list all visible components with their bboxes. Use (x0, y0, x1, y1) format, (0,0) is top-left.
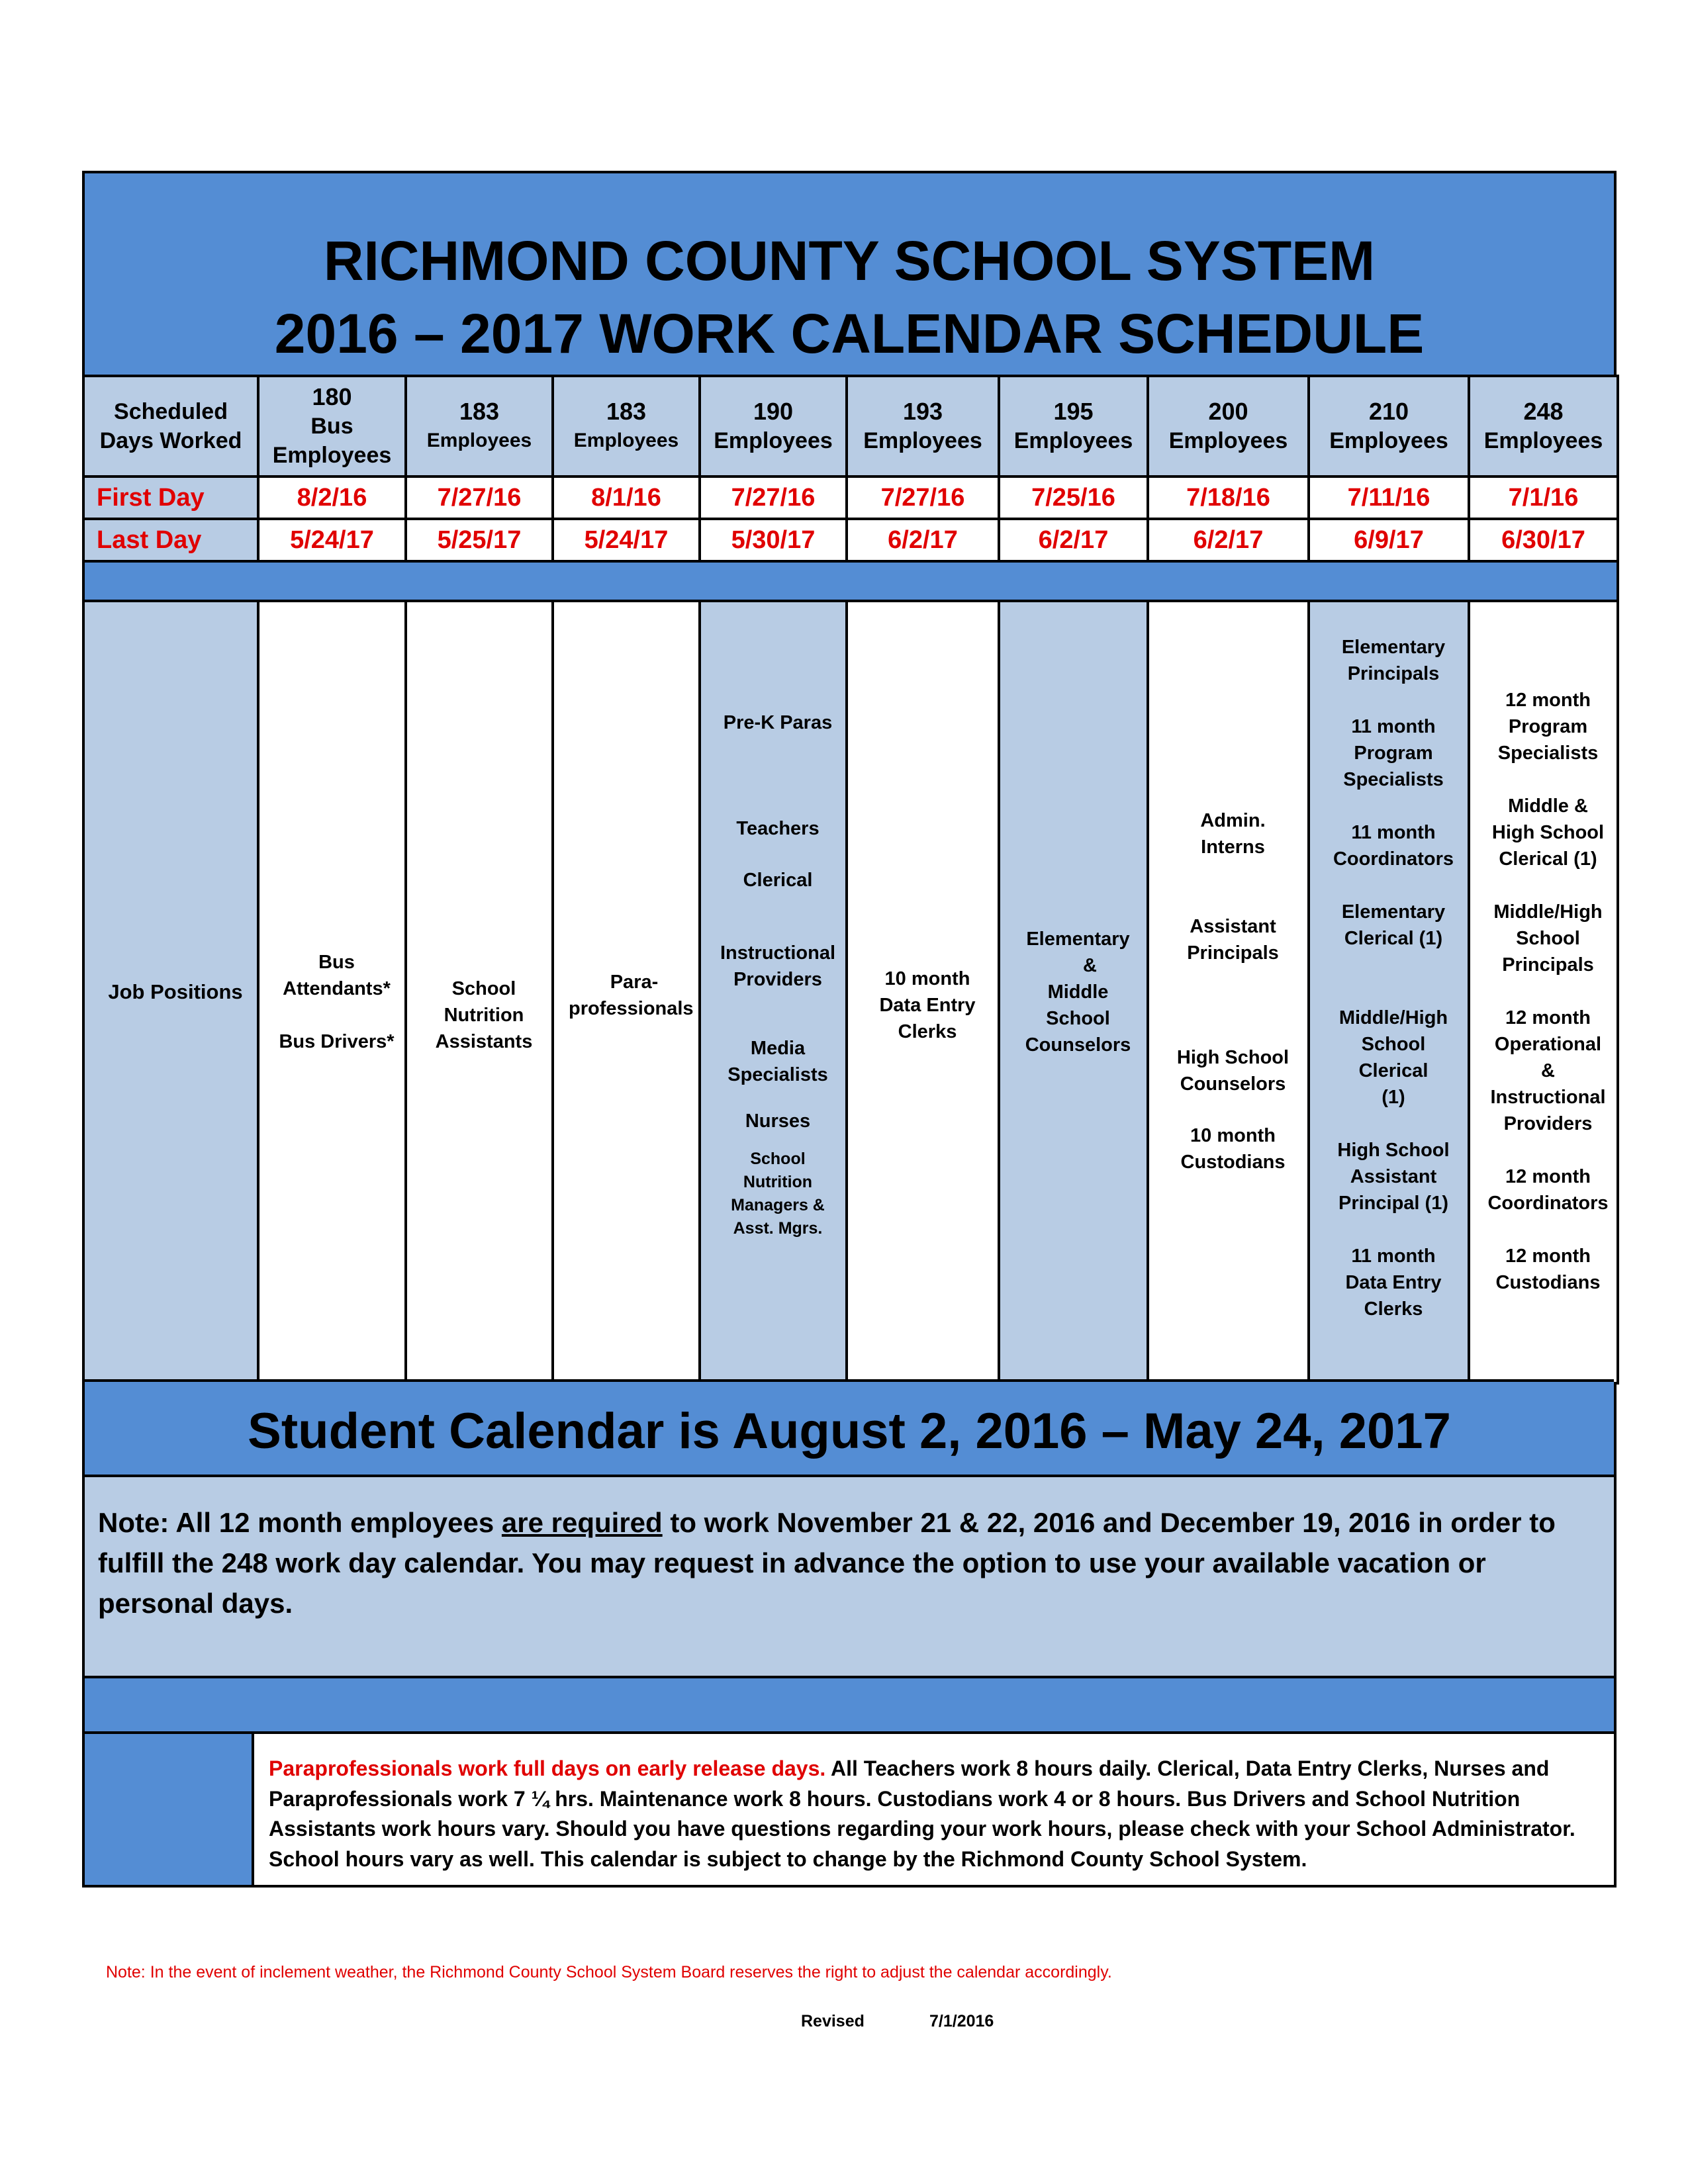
jobs-col-183b (553, 601, 700, 1383)
job-title: Specialists (727, 1064, 828, 1085)
job-title: Nutrition (743, 1173, 813, 1191)
jobs-col-180 (258, 601, 406, 1383)
note-box (85, 1477, 1614, 1678)
job-title: Instructional (1490, 1087, 1606, 1108)
last-day-cell: 6/2/17 (1148, 519, 1309, 561)
job-gap (1325, 793, 1462, 819)
job-title: & (1083, 955, 1097, 976)
last-day-cell: 5/30/17 (700, 519, 847, 561)
first-day-row (83, 477, 1618, 519)
job-title: Middle/High (1493, 901, 1603, 923)
job-title: Custodians (1180, 1152, 1286, 1173)
days-value: 190 (753, 398, 794, 425)
bus-label: Bus (310, 414, 353, 439)
schedule-table (82, 375, 1619, 1385)
first-day-cell: 7/11/16 (1309, 477, 1469, 519)
jobs-col-190 (700, 601, 847, 1383)
note-prefix: Note: All 12 month employees (98, 1507, 502, 1538)
days-worked-label (83, 376, 258, 477)
job-gap (716, 893, 840, 940)
job-title: 12 month (1505, 1166, 1591, 1187)
job-title: Clerks (898, 1021, 957, 1042)
last-day-cell: 5/24/17 (553, 519, 700, 561)
job-gap (1485, 1216, 1611, 1243)
job-title: Pre-K Paras (723, 712, 833, 733)
first-day-cell: 7/27/16 (700, 477, 847, 519)
job-title: High School (1337, 1140, 1450, 1161)
job-title: Elementary (1341, 637, 1446, 658)
job-title: High School (1176, 1047, 1289, 1068)
job-title: Elementary (1341, 901, 1446, 923)
last-day-cell: 6/2/17 (999, 519, 1148, 561)
jobs-col-183b-list (554, 962, 698, 1022)
jobs-col-193 (847, 601, 999, 1383)
last-day-cell: 5/24/17 (258, 519, 406, 561)
job-gap (1325, 952, 1462, 1005)
jobs-col-193-list (848, 939, 998, 1045)
employees-label: Employees (714, 428, 833, 453)
job-title: School (750, 1150, 806, 1168)
job-title: Para- (610, 972, 659, 993)
job-title: Clerical (1) (1499, 848, 1597, 870)
job-title: Middle/High (1338, 1007, 1448, 1028)
job-title: Clerks (1364, 1298, 1423, 1320)
days-value: 195 (1053, 398, 1094, 425)
student-calendar-banner (85, 1379, 1614, 1477)
job-gap (1325, 1111, 1462, 1137)
job-gap (716, 1134, 840, 1148)
last-day-cell: 6/30/17 (1469, 519, 1618, 561)
jobs-col-248 (1469, 601, 1618, 1383)
title-line-2: 2016 – 2017 WORK CALENDAR SCHEDULE (274, 302, 1425, 365)
note-suffix: to work November 21 & 22, 2016 and December 19, 2016 in order to fulfill the 248 work day calendar. You may request in advance the option to use your available vacation or personal days. (98, 1507, 1556, 1619)
job-title: Managers & (731, 1196, 825, 1214)
job-positions-row (83, 601, 1618, 1383)
job-gap (716, 736, 840, 815)
job-title: Nurses (745, 1111, 811, 1132)
job-title: Bus (318, 952, 355, 973)
job-gap (716, 842, 840, 867)
jobs-col-210-list (1310, 602, 1468, 1322)
days-value: 210 (1368, 398, 1409, 425)
jobs-col-200-list (1149, 602, 1307, 1175)
jobs-col-180-list (259, 929, 404, 1055)
spacer-band-2 (85, 1678, 1614, 1734)
job-title: Elementary (1026, 929, 1130, 950)
job-title: 10 month (1190, 1125, 1276, 1146)
employees-label: Employees (1483, 428, 1603, 453)
job-gap (1485, 766, 1611, 793)
employees-label: Employees (426, 430, 532, 451)
last-day-cell: 5/25/17 (406, 519, 553, 561)
job-title: 11 month (1351, 822, 1436, 843)
job-title: (1) (1382, 1087, 1405, 1108)
job-title: 12 month (1505, 690, 1591, 711)
first-day-cell: 7/27/16 (847, 477, 999, 519)
job-gap (1485, 1137, 1611, 1163)
job-gap (1164, 966, 1302, 1044)
jobs-col-183a-list (407, 929, 551, 1055)
job-title: Coordinators (1333, 848, 1454, 870)
job-gap (1485, 872, 1611, 899)
note-text (98, 1502, 1601, 1623)
job-title: Admin. (1200, 810, 1266, 831)
job-title: Principals (1347, 663, 1440, 684)
job-title: Providers (733, 969, 822, 990)
job-title: Principals (1187, 942, 1279, 964)
job-title: Specialists (1343, 769, 1444, 790)
job-title: professionals (569, 998, 694, 1019)
spacer-row (83, 561, 1618, 601)
job-positions-label: Job Positions (108, 980, 243, 1003)
jobs-col-210 (1309, 601, 1469, 1383)
employees-label: Employees (573, 430, 679, 451)
days-value: 180 (312, 383, 352, 410)
jobs-col-190-list (701, 602, 845, 1240)
job-title: School Clerical (1358, 1034, 1429, 1081)
calendar-frame (82, 171, 1617, 1888)
title-banner (85, 173, 1614, 375)
days-value: 248 (1523, 398, 1564, 425)
header-row (83, 376, 1618, 477)
first-day-cell: 7/1/16 (1469, 477, 1618, 519)
header-label-line-2: Days Worked (99, 428, 242, 453)
jobs-col-200 (1148, 601, 1309, 1383)
job-title: Providers (1503, 1113, 1593, 1134)
employees-label: Employees (1013, 428, 1133, 453)
job-gap (274, 1002, 399, 1028)
job-title: 12 month (1505, 1246, 1591, 1267)
last-day-row (83, 519, 1618, 561)
first-day-cell: 8/1/16 (553, 477, 700, 519)
title-line-1: RICHMOND COUNTY SCHOOL SYSTEM (323, 230, 1376, 292)
header-col-180 (258, 376, 406, 477)
spacer-band (83, 561, 1618, 601)
job-title: School (451, 978, 516, 999)
job-title: Principals (1502, 954, 1594, 976)
job-gap (1325, 1216, 1462, 1243)
job-title: Data Entry (879, 995, 976, 1016)
last-day-cell: 6/2/17 (847, 519, 999, 561)
first-day-cell: 7/18/16 (1148, 477, 1309, 519)
header-col-195 (999, 376, 1148, 477)
job-title: School (1046, 1008, 1110, 1029)
job-title: Program (1354, 743, 1433, 764)
job-title: Coordinators (1487, 1193, 1609, 1214)
job-gap (716, 993, 840, 1035)
job-title: Counselors (1180, 1073, 1286, 1095)
days-value: 193 (902, 398, 943, 425)
job-title: Operational (1494, 1034, 1602, 1055)
job-title: School (1516, 928, 1580, 949)
job-title: Attendants* (283, 978, 391, 999)
header-col-193 (847, 376, 999, 477)
job-gap (1164, 860, 1302, 913)
job-title: 11 month (1351, 1246, 1436, 1267)
work-hours-section (85, 1734, 1614, 1885)
employees-label: Employees (272, 443, 392, 468)
work-hours-box (254, 1734, 1614, 1885)
days-value: 200 (1208, 398, 1248, 425)
job-title: 12 month (1505, 1007, 1591, 1028)
jobs-col-183a (406, 601, 553, 1383)
job-title: Principal (1) (1338, 1193, 1448, 1214)
work-hours-text (269, 1754, 1599, 1874)
job-title: Clerical (1) (1344, 928, 1443, 949)
job-title: High School (1491, 822, 1605, 843)
job-title: Counselors (1025, 1034, 1131, 1056)
header-col-183a (406, 376, 553, 477)
employees-label: Employees (863, 428, 982, 453)
job-title: 11 month (1351, 716, 1436, 737)
job-title: Specialists (1497, 743, 1599, 764)
first-day-cell: 7/27/16 (406, 477, 553, 519)
job-title: Interns (1201, 837, 1265, 858)
student-calendar-text: Student Calendar is August 2, 2016 – May 24, 2017 (248, 1403, 1451, 1459)
job-title: & (1541, 1060, 1555, 1081)
header-col-210 (1309, 376, 1469, 477)
header-col-248 (1469, 376, 1618, 477)
work-hours-details: All Teachers work 8 hours daily. Clerical, Data Entry Clerks, Nurses and Paraprofessionals work 7 ¼ hrs. Maintenance work 8 hours. Custodians work 4 or 8 hours. Bus Drivers and School Nutrition Assistants work hours vary. Should you have questions regarding your work hours, please check with your School Administrator. School hours vary as well. This calendar is subject to change by the Richmond County School System. (269, 1756, 1575, 1871)
job-title: Media (750, 1038, 806, 1059)
job-title: Assistants (435, 1031, 533, 1052)
paraprofessionals-note: Paraprofessionals work full days on early release days. (269, 1756, 826, 1780)
employees-label: Employees (1168, 428, 1288, 453)
employees-label: Employees (1329, 428, 1448, 453)
header-label-line-1: Scheduled (114, 399, 228, 424)
weather-note: Note: In the event of inclement weather, the Richmond County School System Board reserves the right to adjust the calendar accordingly. (106, 1963, 1112, 1981)
job-title: Bus Drivers* (279, 1031, 395, 1052)
job-title: 10 month (884, 968, 970, 989)
job-title: Asst. Mgrs. (733, 1219, 823, 1238)
job-gap (1164, 1097, 1302, 1122)
days-value: 183 (459, 398, 500, 425)
revised-date: 7/1/2016 (929, 2012, 994, 2030)
job-gap (716, 1088, 840, 1108)
last-day-label: Last Day (83, 519, 258, 561)
job-title: Data Entry (1345, 1272, 1442, 1293)
jobs-col-248-list (1470, 602, 1617, 1296)
job-title: Custodians (1495, 1272, 1601, 1293)
header-col-183b (553, 376, 700, 477)
days-value: 183 (606, 398, 647, 425)
job-title: Nutrition (444, 1005, 524, 1026)
first-day-cell: 8/2/16 (258, 477, 406, 519)
first-day-cell: 7/25/16 (999, 477, 1148, 519)
job-title: Instructional (720, 942, 835, 964)
revised-label: Revised (801, 2012, 865, 2030)
jobs-col-195-list (1000, 926, 1147, 1058)
work-hours-side-band (85, 1734, 254, 1885)
job-positions-label-cell (83, 601, 258, 1383)
job-title: Middle & (1508, 796, 1588, 817)
note-underlined: are required (501, 1507, 663, 1538)
job-title: Teachers (736, 818, 820, 839)
first-day-label: First Day (83, 477, 258, 519)
header-col-190 (700, 376, 847, 477)
header-col-200 (1148, 376, 1309, 477)
job-title: Middle (1047, 981, 1109, 1003)
last-day-cell: 6/9/17 (1309, 519, 1469, 561)
job-title: Assistant (1190, 916, 1276, 937)
job-title: Program (1508, 716, 1588, 737)
job-gap (1325, 687, 1462, 713)
job-title: Clerical (743, 870, 813, 891)
job-gap (1325, 872, 1462, 899)
job-gap (1485, 978, 1611, 1005)
job-title: Assistant (1350, 1166, 1437, 1187)
jobs-col-195 (999, 601, 1148, 1383)
